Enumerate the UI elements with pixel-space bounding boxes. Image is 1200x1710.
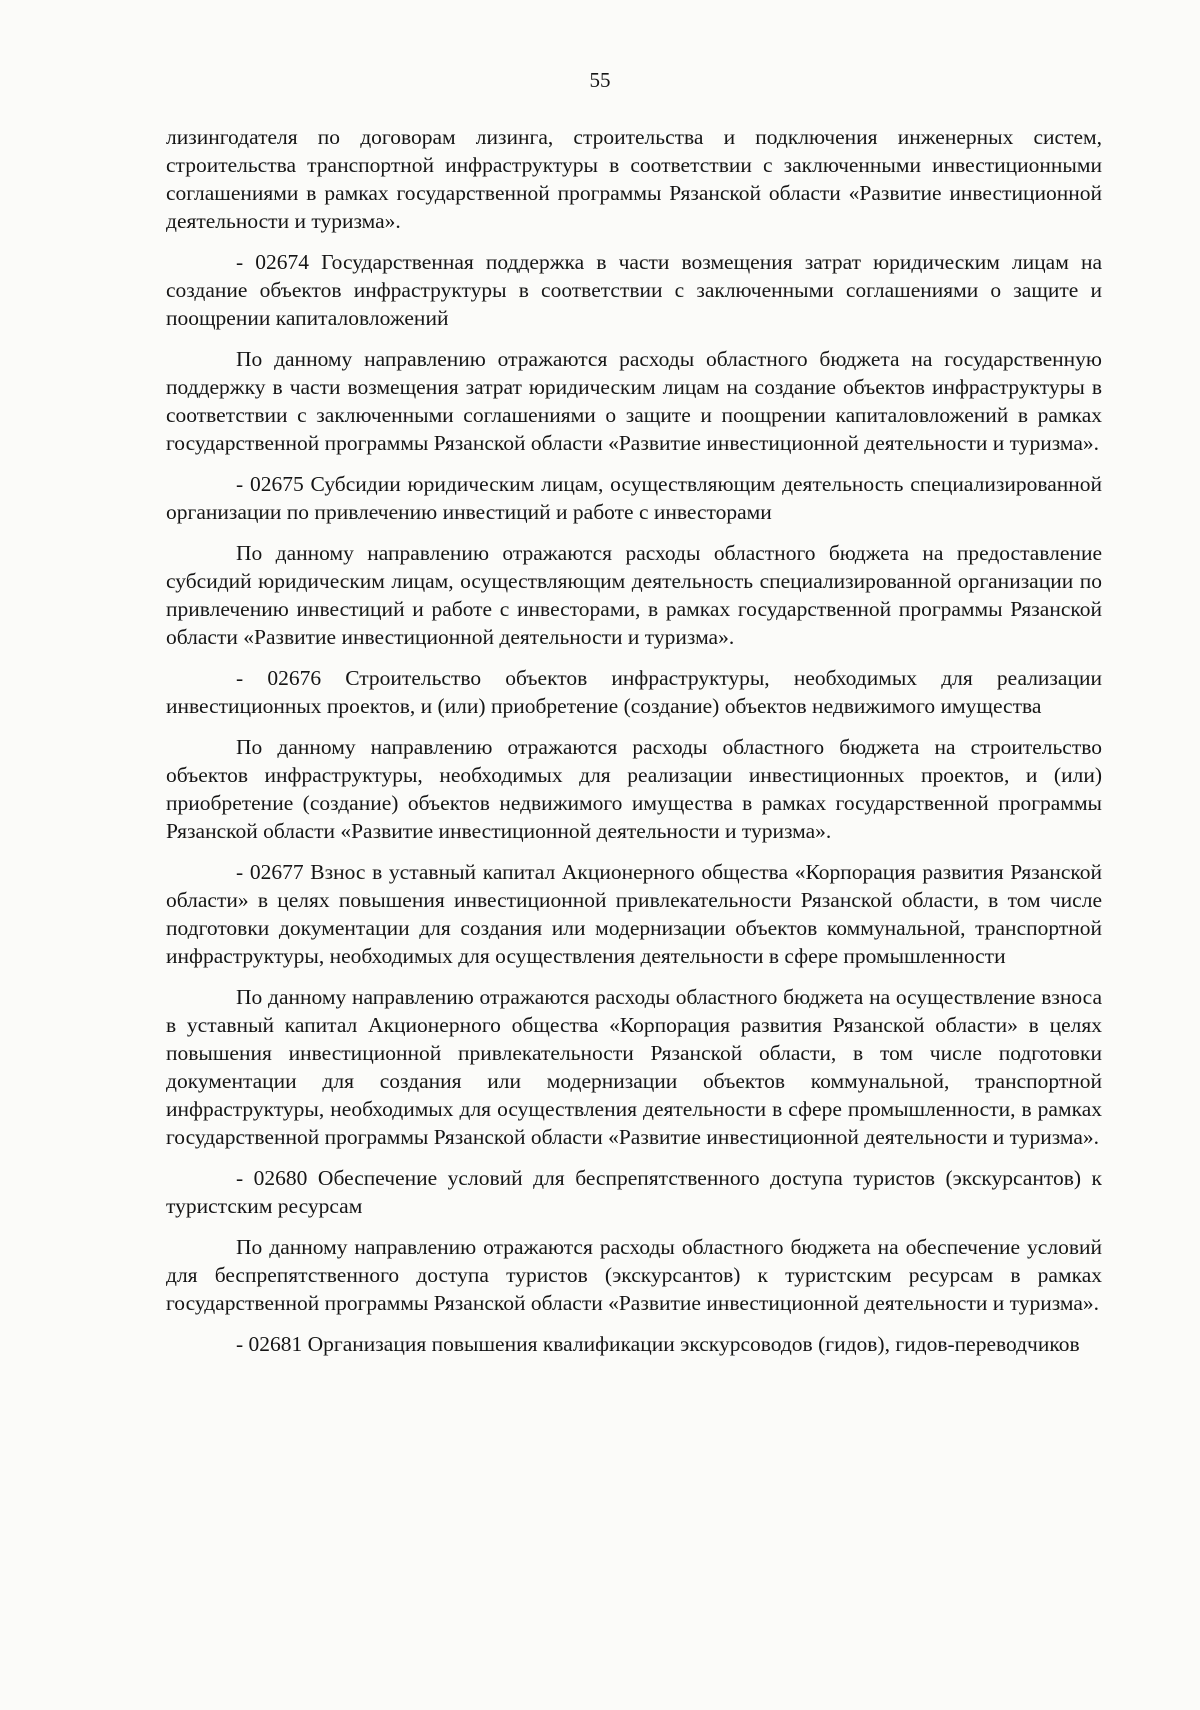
paragraph-02676-description: По данному направлению отражаются расходы областного бюджета на строительство объектов инфраструктуры, необходимых для реализации инвестиционных проектов, и (или) приобретение (создание) объектов недвижимого имущества в рамках государственной программы Рязанской области «Развитие инвестиционной деятельности и туризма». <box>166 735 1102 843</box>
paragraph-02680-description: По данному направлению отражаются расходы областного бюджета на обеспечение условий для беспрепятственного доступа туристов (экскурсантов) к туристским ресурсам в рамках государственной программы Рязанской области «Развитие инвестиционной деятельности и туризма». <box>166 1235 1102 1315</box>
section-heading-02674: - 02674 Государственная поддержка в части возмещения затрат юридическим лицам на создание объектов инфраструктуры в соответствии с заключенными соглашениями о защите и поощрении капиталовложений <box>166 250 1102 330</box>
section-heading-02676: - 02676 Строительство объектов инфраструктуры, необходимых для реализации инвестиционных проектов, и (или) приобретение (создание) объектов недвижимого имущества <box>166 666 1102 718</box>
document-body <box>166 123 1102 1371</box>
paragraph-continuation: лизингодателя по договорам лизинга, строительства и подключения инженерных систем, строительства транспортной инфраструктуры в соответствии с заключенными инвестиционными соглашениями в рамках государственной программы Рязанской области «Развитие инвестиционной деятельности и туризма». <box>166 125 1102 233</box>
section-heading-02677: - 02677 Взнос в уставный капитал Акционерного общества «Корпорация развития Рязанской области» в целях повышения инвестиционной привлекательности Рязанской области, в том числе подготовки документации для создания или модернизации объектов коммунальной, транспортной инфраструктуры, необходимых для осуществления деятельности в сфере промышленности <box>166 860 1102 968</box>
paragraph-02677-description: По данному направлению отражаются расходы областного бюджета на осуществление взноса в уставный капитал Акционерного общества «Корпорация развития Рязанской области» в целях повышения инвестиционной привлекательности Рязанской области, в том числе подготовки документации для создания или модернизации объектов коммунальной, транспортной инфраструктуры, необходимых для осуществления деятельности в сфере промышленности, в рамках государственной программы Рязанской области «Развитие инвестиционной деятельности и туризма». <box>166 985 1102 1149</box>
section-heading-02675: - 02675 Субсидии юридическим лицам, осуществляющим деятельность специализированной организации по привлечению инвестиций и работе с инвесторами <box>166 472 1102 524</box>
paragraph-02675-description: По данному направлению отражаются расходы областного бюджета на предоставление субсидий юридическим лицам, осуществляющим деятельность специализированной организации по привлечению инвестиций и работе с инвесторами, в рамках государственной программы Рязанской области «Развитие инвестиционной деятельности и туризма». <box>166 541 1102 649</box>
section-heading-02681: - 02681 Организация повышения квалификации экскурсоводов (гидов), гидов-переводчиков <box>236 1332 1080 1356</box>
page-number: 55 <box>589 68 611 92</box>
paragraph-02674-description: По данному направлению отражаются расходы областного бюджета на государственную поддержку в части возмещения затрат юридическим лицам на создание объектов инфраструктуры в соответствии с заключенными соглашениями о защите и поощрении капиталовложений в рамках государственной программы Рязанской области «Развитие инвестиционной деятельности и туризма». <box>166 347 1102 455</box>
section-heading-02680: - 02680 Обеспечение условий для беспрепятственного доступа туристов (экскурсантов) к туристским ресурсам <box>166 1166 1102 1218</box>
